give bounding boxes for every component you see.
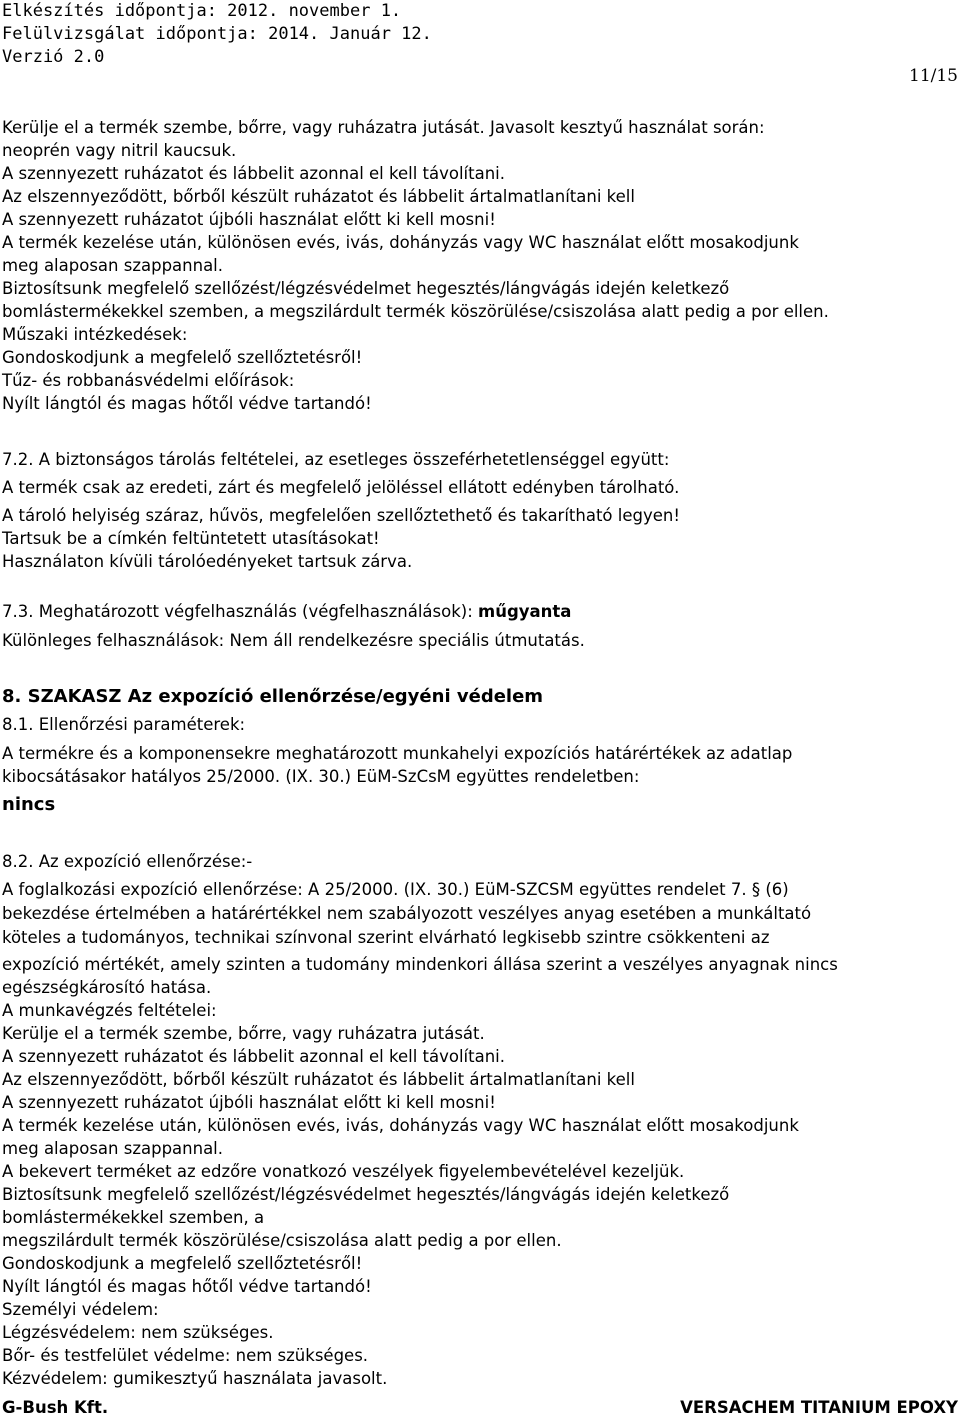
text-line: A termék kezelése után, különösen evés, ivás, dohányzás vagy WC használat előtt mosakodjunk xyxy=(2,1116,799,1135)
text-line: Bőr- és testfelület védelme: nem szükséges. xyxy=(2,1346,369,1365)
text-line: Használaton kívüli tárolóedényeket tartsuk zárva. xyxy=(2,552,413,571)
text-line: Biztosítsunk megfelelő szellőzést/légzésvédelmet hegesztés/lángvágás idején keletkező xyxy=(2,1185,730,1204)
text-line: bomlástermékekkel szemben, a megszilárdult termék köszörülése/csiszolása alatt pedig a por ellen. xyxy=(2,302,829,321)
section-heading-7-3 xyxy=(2,601,571,623)
text-line: A szennyezett ruházatot és lábbelit azonnal el kell távolítani. xyxy=(2,164,506,183)
text-line: A termékre és a komponensekre meghatározott munkahelyi expozíciós határértékek az adatlap xyxy=(2,744,793,763)
text-line: Kézvédelem: gumikesztyű használata javasolt. xyxy=(2,1369,388,1388)
text-line: Tűz- és robbanásvédelmi előírások: xyxy=(2,371,295,390)
page-number: 11/15 xyxy=(909,66,958,86)
text-line: A munkavégzés feltételei: xyxy=(2,1001,217,1020)
revised-date: Felülvizsgálat időpontja: 2014. Január 12. xyxy=(2,24,432,44)
text-line: kibocsátásakor hatályos 25/2000. (IX. 30.) EüM-SzCsM együttes rendeletben: xyxy=(2,767,640,786)
text-line: köteles a tudományos, technikai színvonal szerint elvárható legkisebb szintre csökkenteni az xyxy=(2,928,770,947)
text-line: Nyílt lángtól és magas hőtől védve tartandó! xyxy=(2,1277,372,1296)
text-line: Légzésvédelem: nem szükséges. xyxy=(2,1323,274,1342)
text-line: megszilárdult termék köszörülése/csiszolása alatt pedig a por ellen. xyxy=(2,1231,562,1250)
end-use-value: műgyanta xyxy=(478,602,572,621)
text-line: Nyílt lángtól és magas hőtől védve tartandó! xyxy=(2,394,372,413)
end-use-label: 7.3. Meghatározott végfelhasználás (végfelhasználások): xyxy=(2,602,479,621)
text-line: A termék csak az eredeti, zárt és megfelelő jelöléssel ellátott edényben tárolható. xyxy=(2,478,680,497)
limit-value: nincs xyxy=(2,794,56,815)
created-date: Elkészítés időpontja: 2012. november 1. xyxy=(2,1,402,21)
text-line: Gondoskodjunk a megfelelő szellőztetésről! xyxy=(2,1254,363,1273)
section-heading-7-2: 7.2. A biztonságos tárolás feltételei, az esetleges összeférhetetlenséggel együtt: xyxy=(2,450,670,469)
text-line: A bekevert terméket az edzőre vonatkozó veszélyek figyelembevételével kezeljük. xyxy=(2,1162,685,1181)
text-line: neoprén vagy nitril kaucsuk. xyxy=(2,141,237,160)
text-line: Biztosítsunk megfelelő szellőzést/légzésvédelmet hegesztés/lángvágás idején keletkező xyxy=(2,279,730,298)
text-line: Az elszennyeződött, bőrből készült ruházatot és lábbelit ártalmatlanítani kell xyxy=(2,1070,635,1089)
text-line: Különleges felhasználások: Nem áll rendelkezésre speciális útmutatás. xyxy=(2,631,585,650)
text-line: bekezdése értelmében a határértékkel nem szabályozott veszélyes anyag esetében a munkáltató xyxy=(2,904,812,923)
text-line: meg alaposan szappannal. xyxy=(2,256,224,275)
text-line: Kerülje el a termék szembe, bőrre, vagy ruházatra jutását. xyxy=(2,1024,485,1043)
section-heading-8-2: 8.2. Az expozíció ellenőrzése:- xyxy=(2,852,253,871)
version: Verzió 2.0 xyxy=(2,47,105,67)
text-line: A szennyezett ruházatot újbóli használat előtt ki kell mosni! xyxy=(2,210,496,229)
text-line: Tartsuk be a címkén feltüntetett utasításokat! xyxy=(2,529,380,548)
text-line: Műszaki intézkedések: xyxy=(2,325,188,344)
footer-product: VERSACHEM TITANIUM EPOXY xyxy=(680,1398,958,1417)
text-line: Kerülje el a termék szembe, bőrre, vagy ruházatra jutását. Javasolt kesztyű használat során: xyxy=(2,118,765,137)
text-line: A szennyezett ruházatot újbóli használat előtt ki kell mosni! xyxy=(2,1093,496,1112)
text-line: Az elszennyeződött, bőrből készült ruházatot és lábbelit ártalmatlanítani kell xyxy=(2,187,635,206)
document-header xyxy=(2,0,432,69)
text-line: meg alaposan szappannal. xyxy=(2,1139,224,1158)
text-line: Személyi védelem: xyxy=(2,1300,159,1319)
text-line: egészségkárosító hatása. xyxy=(2,978,212,997)
section-heading-8: 8. SZAKASZ Az expozíció ellenőrzése/egyéni védelem xyxy=(2,686,544,707)
footer-company: G-Bush Kft. xyxy=(2,1398,109,1417)
text-line: A termék kezelése után, különösen evés, ivás, dohányzás vagy WC használat előtt mosakodjunk xyxy=(2,233,799,252)
text-line: A tároló helyiség száraz, hűvös, megfelelően szellőztethető és takarítható legyen! xyxy=(2,506,680,525)
section-heading-8-1: 8.1. Ellenőrzési paraméterek: xyxy=(2,715,246,734)
text-line: A foglalkozási expozíció ellenőrzése: A 25/2000. (IX. 30.) EüM-SZCSM együttes rendelet 7. § (6) xyxy=(2,880,789,899)
text-line: Gondoskodjunk a megfelelő szellőztetésről! xyxy=(2,348,363,367)
text-line: bomlástermékekkel szemben, a xyxy=(2,1208,265,1227)
text-line: A szennyezett ruházatot és lábbelit azonnal el kell távolítani. xyxy=(2,1047,506,1066)
text-line: expozíció mértékét, amely szinten a tudomány mindenkori állása szerint a veszélyes anyagnak nincs xyxy=(2,955,838,974)
